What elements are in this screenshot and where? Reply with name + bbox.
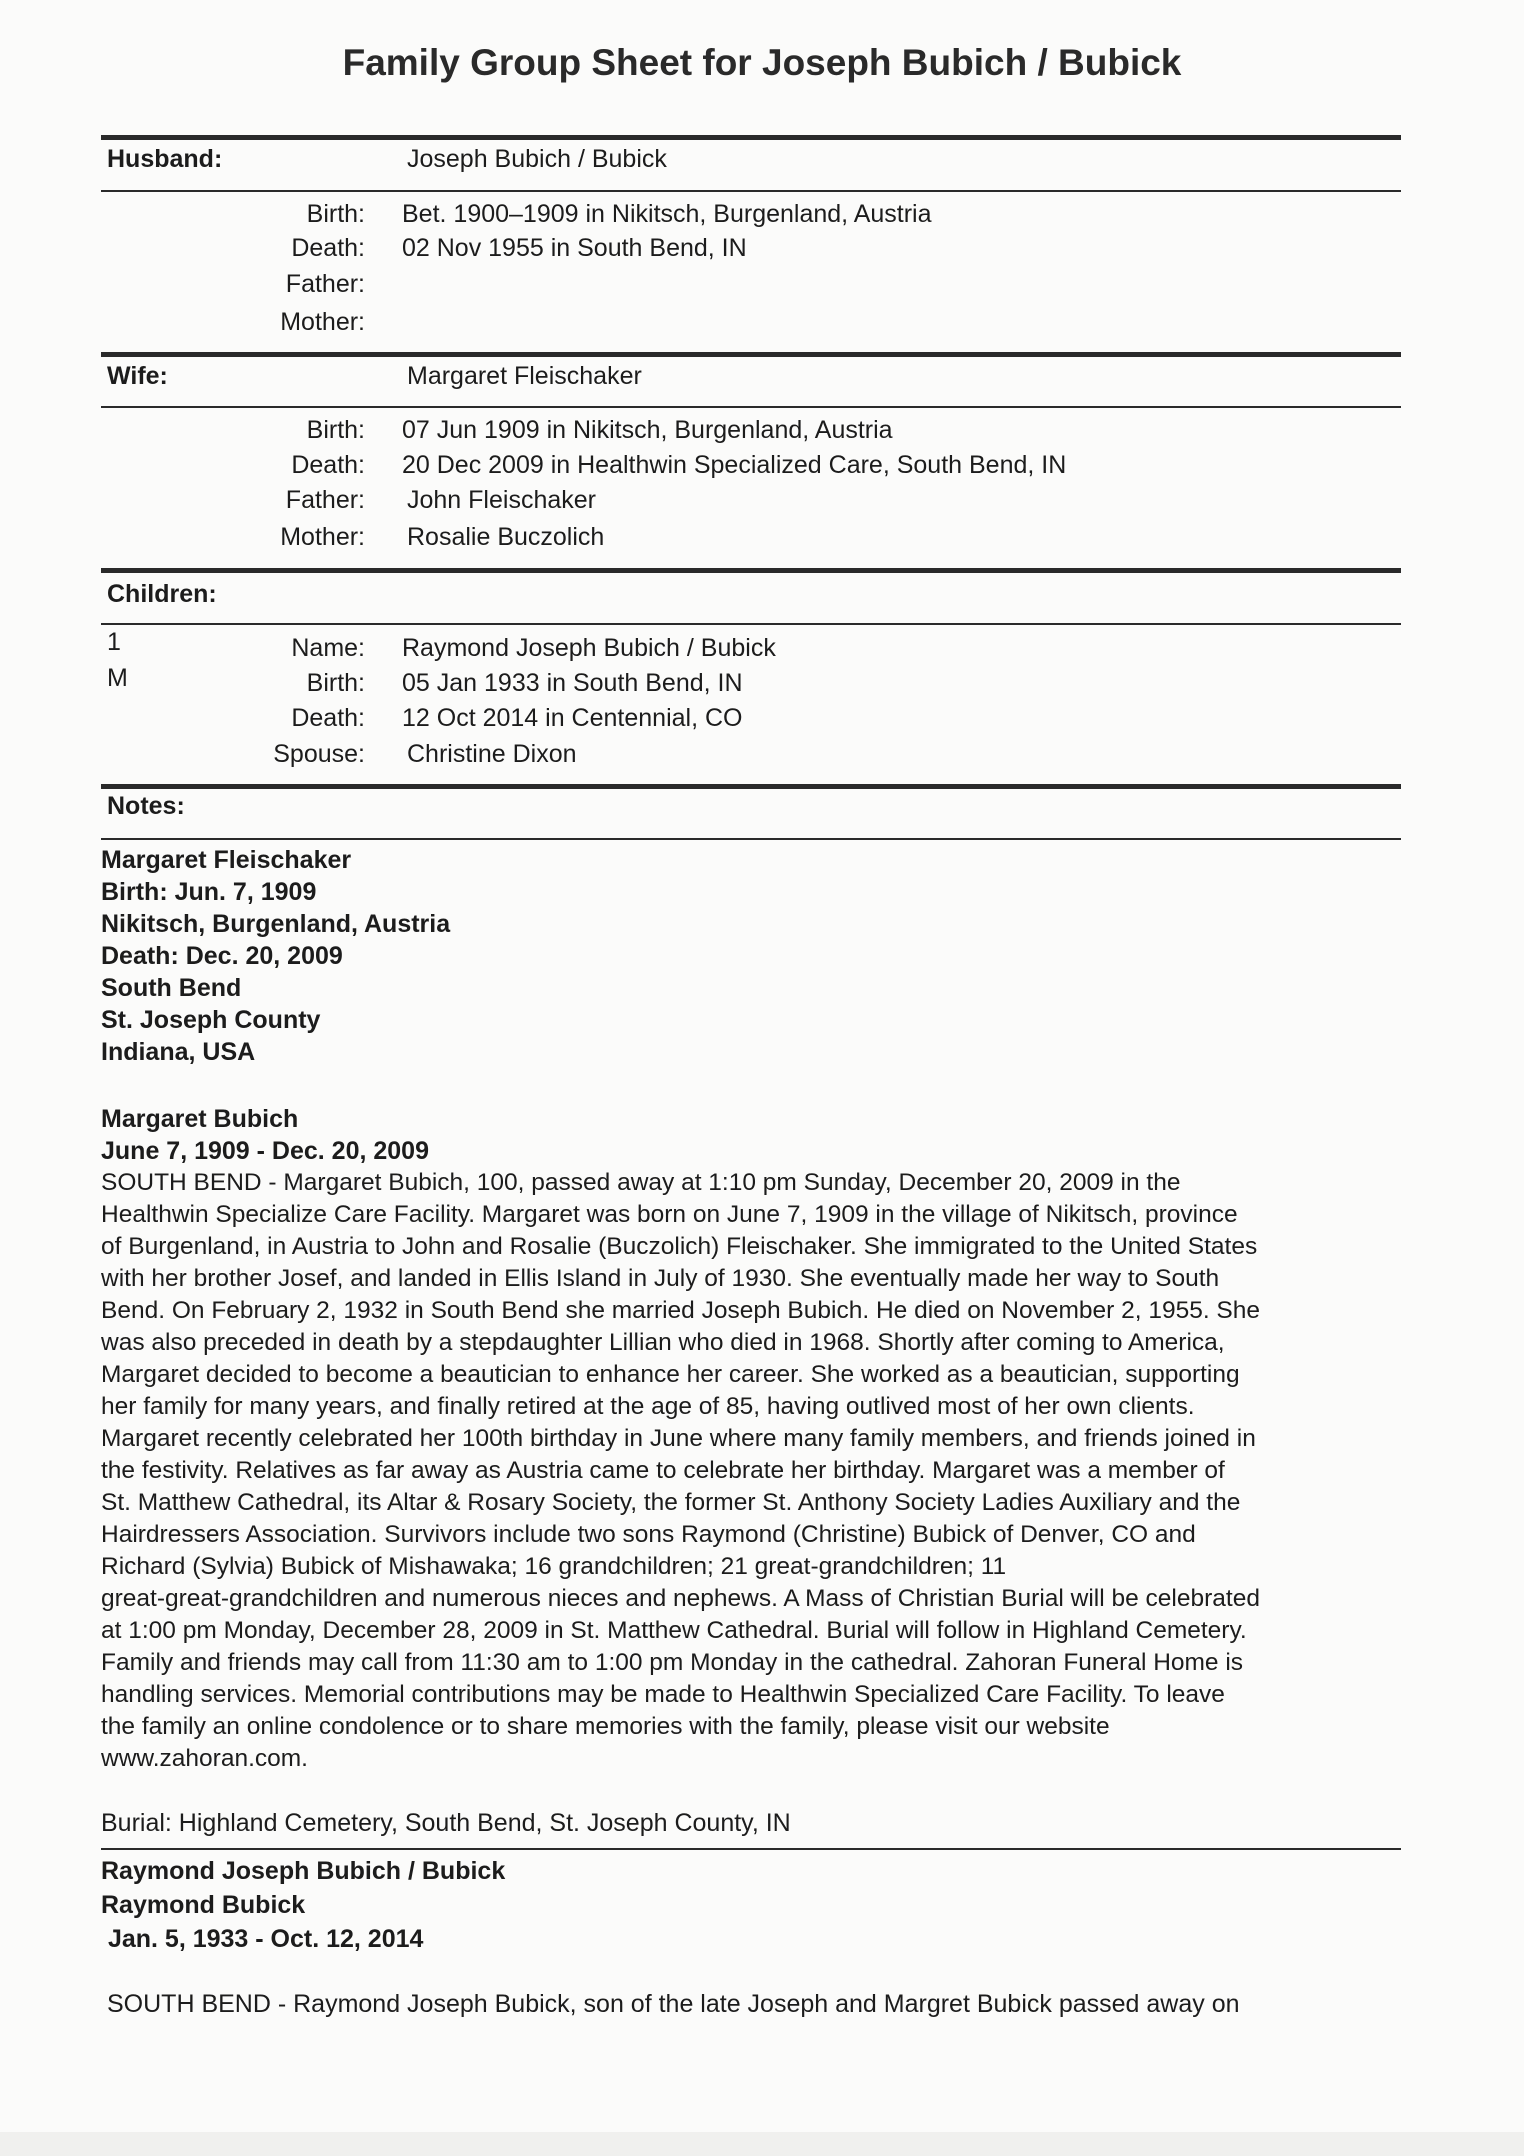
section-divider: [101, 190, 1401, 192]
wife-mother: Rosalie Buczolich: [407, 523, 605, 551]
obituary-dates: June 7, 1909 - Dec. 20, 2009: [101, 1137, 429, 1165]
obituary-line: at 1:00 pm Monday, December 28, 2009 in St. Matthew Cathedral. Burial will follow in Highland Cemetery.: [101, 1617, 1247, 1644]
wife-heading: Wife:: [107, 362, 168, 390]
margaret-vitals-line: Margaret Fleischaker: [101, 846, 352, 874]
scan-edge: [0, 2132, 1524, 2156]
wife-birth: 07 Jun 1909 in Nikitsch, Burgenland, Austria: [402, 416, 893, 444]
raymond-header-block: [101, 1854, 1411, 1956]
section-divider: [101, 838, 1401, 840]
husband-name: Joseph Bubich / Bubick: [407, 145, 667, 173]
burial-note: Burial: Highland Cemetery, South Bend, St. Joseph County, IN: [101, 1809, 791, 1837]
obituary-line: was also preceded in death by a stepdaughter Lillian who died in 1968. Shortly after coming to America,: [101, 1329, 1225, 1356]
obituary-line: Family and friends may call from 11:30 am to 1:00 pm Monday in the cathedral. Zahoran Funeral Home is: [101, 1649, 1244, 1676]
section-divider: [101, 406, 1401, 408]
section-divider: [101, 135, 1401, 140]
notes-heading: Notes:: [107, 792, 185, 820]
husband-mother-label: Mother:: [280, 308, 365, 336]
margaret-vitals-line: Birth: Jun. 7, 1909: [101, 878, 317, 906]
margaret-vitals-line: Death: Dec. 20, 2009: [101, 942, 343, 970]
raymond-name-line: Raymond Bubick: [101, 1891, 306, 1919]
children-heading: Children:: [107, 580, 217, 608]
husband-death-label: Death:: [291, 234, 365, 262]
obituary-line: Margaret decided to become a beautician to enhance her career. She worked as a beautician, supporting: [101, 1361, 1240, 1388]
child-spouse-label: Spouse:: [273, 740, 365, 768]
wife-name: Margaret Fleischaker: [407, 362, 642, 390]
husband-heading: Husband:: [107, 145, 223, 173]
child-spouse: Christine Dixon: [407, 740, 577, 768]
obituary-line: of Burgenland, in Austria to John and Rosalie (Buczolich) Fleischaker. She immigrated to the United States: [101, 1233, 1258, 1260]
child-number: 1: [107, 628, 121, 656]
section-divider: [101, 568, 1401, 573]
margaret-vitals-line: St. Joseph County: [101, 1006, 321, 1034]
obituary-line: great-great-grandchildren and numerous nieces and nephews. A Mass of Christian Burial will be celebrated: [101, 1585, 1260, 1612]
child-birth-label: Birth:: [306, 669, 365, 697]
obituary-line: www.zahoran.com.: [101, 1745, 308, 1772]
margaret-obituary-text: [101, 1167, 1406, 1775]
husband-birth: Bet. 1900–1909 in Nikitsch, Burgenland, Austria: [402, 200, 932, 228]
husband-death: 02 Nov 1955 in South Bend, IN: [402, 234, 747, 262]
raymond-name-line: Raymond Joseph Bubich / Bubick: [101, 1857, 506, 1885]
child-sex: M: [107, 664, 128, 692]
raymond-obituary-start: SOUTH BEND - Raymond Joseph Bubick, son of the late Joseph and Margret Bubick passed away on: [107, 1990, 1240, 2018]
obituary-line: the festivity. Relatives as far away as Austria came to celebrate her birthday. Margaret was a member of: [101, 1457, 1225, 1484]
wife-birth-label: Birth:: [306, 416, 365, 444]
section-divider: [101, 1848, 1401, 1850]
obituary-line: St. Matthew Cathedral, its Altar & Rosary Society, the former St. Anthony Society Ladies Auxiliary and the: [101, 1489, 1241, 1516]
margaret-vitals-block: [101, 844, 1411, 1068]
wife-death-label: Death:: [291, 451, 365, 479]
page-title: Family Group Sheet for Joseph Bubich / Bubick: [342, 42, 1182, 83]
obituary-line: Hairdressers Association. Survivors include two sons Raymond (Christine) Bubick of Denver, CO and: [101, 1521, 1196, 1548]
section-divider: [101, 784, 1401, 789]
child-name-label: Name:: [291, 634, 365, 662]
obituary-line: handling services. Memorial contributions may be made to Healthwin Specialized Care Facility. To leave: [101, 1681, 1225, 1708]
wife-father: John Fleischaker: [407, 486, 596, 514]
obituary-line: with her brother Josef, and landed in Ellis Island in July of 1930. She eventually made her way to South: [101, 1265, 1220, 1292]
obituary-line: SOUTH BEND - Margaret Bubich, 100, passed away at 1:10 pm Sunday, December 20, 2009 in the: [101, 1169, 1181, 1196]
margaret-vitals-line: South Bend: [101, 974, 242, 1002]
wife-father-label: Father:: [285, 486, 365, 514]
wife-mother-label: Mother:: [280, 523, 365, 551]
child-death-label: Death:: [291, 704, 365, 732]
section-divider: [101, 623, 1401, 625]
raymond-dates: Jan. 5, 1933 - Oct. 12, 2014: [101, 1925, 424, 1953]
obituary-line: Richard (Sylvia) Bubick of Mishawaka; 16 grandchildren; 21 great-grandchildren; 11: [101, 1553, 1007, 1580]
obituary-line: Bend. On February 2, 1932 in South Bend she married Joseph Bubich. He died on November 2, 1955. She: [101, 1297, 1261, 1324]
obituary-line: her family for many years, and finally retired at the age of 85, having outlived most of her own clients.: [101, 1393, 1195, 1420]
husband-father-label: Father:: [285, 270, 365, 298]
margaret-vitals-line: Nikitsch, Burgenland, Austria: [101, 910, 451, 938]
child-birth: 05 Jan 1933 in South Bend, IN: [402, 669, 743, 697]
child-death: 12 Oct 2014 in Centennial, CO: [402, 704, 743, 732]
obituary-line: Margaret recently celebrated her 100th birthday in June where many family members, and friends joined in: [101, 1425, 1256, 1452]
obituary-line: Healthwin Specialize Care Facility. Margaret was born on June 7, 1909 in the village of Nikitsch, province: [101, 1201, 1238, 1228]
margaret-obituary-header: [101, 1103, 1411, 1167]
section-divider: [101, 352, 1401, 357]
husband-birth-label: Birth:: [306, 200, 365, 228]
margaret-vitals-line: Indiana, USA: [101, 1038, 256, 1066]
obituary-title: Margaret Bubich: [101, 1105, 299, 1133]
obituary-line: the family an online condolence or to share memories with the family, please visit our website: [101, 1713, 1110, 1740]
child-name: Raymond Joseph Bubich / Bubick: [402, 634, 776, 662]
wife-death: 20 Dec 2009 in Healthwin Specialized Care, South Bend, IN: [402, 451, 1067, 479]
